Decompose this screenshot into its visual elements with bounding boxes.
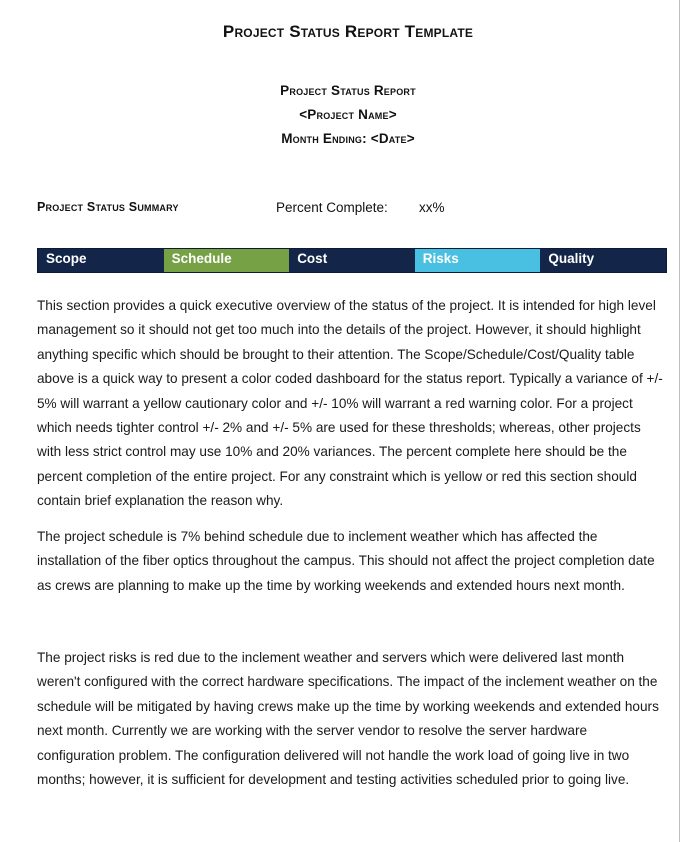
schedule-paragraph: The project schedule is 7% behind schedule due to inclement weather which has affected the installation of the fiber optics throughout the campus. This should not affect the project completion date as crews are planning to make up the time by working weekends and extended hours next month. bbox=[37, 529, 655, 593]
dashboard-cell-cost: Cost bbox=[289, 249, 415, 272]
status-summary-label: Project Status Summary bbox=[37, 200, 179, 214]
dashboard-cell-quality: Quality bbox=[540, 249, 666, 272]
percent-complete-value: xx% bbox=[419, 200, 445, 215]
percent-complete-label: Percent Complete: bbox=[276, 200, 388, 215]
document-title: Project Status Report Template bbox=[222, 22, 474, 41]
report-header bbox=[0, 79, 680, 151]
dashboard-cell-schedule: Schedule bbox=[164, 249, 290, 272]
status-summary-row bbox=[37, 200, 657, 218]
dashboard-cell-risks: Risks bbox=[415, 249, 541, 272]
dashboard-cell-scope: Scope bbox=[38, 249, 164, 272]
risks-paragraph: The project risks is red due to the inclement weather and servers which were delivered last month weren't configured with the correct hardware specifications. The impact of the inclement weather on the schedule will be mitigated by having crews make up the time by working weekends and extended hours next month. Currently we are working with the server vendor to resolve the server hardware configuration problem. The configuration delivered will not handle the work load of going live in two months; however, it is sufficient for development and testing activities scheduled prior to going live. bbox=[37, 650, 659, 788]
project-name: <Project Name> bbox=[299, 107, 397, 122]
month-ending: Month Ending: <Date> bbox=[281, 131, 415, 146]
report-title: Project Status Report bbox=[280, 83, 416, 98]
status-dashboard bbox=[37, 248, 667, 273]
overview-paragraph: This section provides a quick executive overview of the status of the project. It is intended for high level management so it should not get too much into the details of the project. However, it should highlight anything specific which should be brought to their attention. The Scope/Schedule/Cost/Quality table above is a quick way to present a color coded dashboard for the status report. Typically a variance of +/- 5% will warrant a yellow cautionary color and +/- 10% will warrant a red warning color. For a project which needs tighter control +/- 2% and +/- 5% are used for these thresholds; whereas, other projects with less strict control may use 10% and 20% variances. The percent complete here should be the percent completion of the entire project. For any constraint which is yellow or red this section should contain brief explanation the reason why. bbox=[37, 298, 663, 509]
